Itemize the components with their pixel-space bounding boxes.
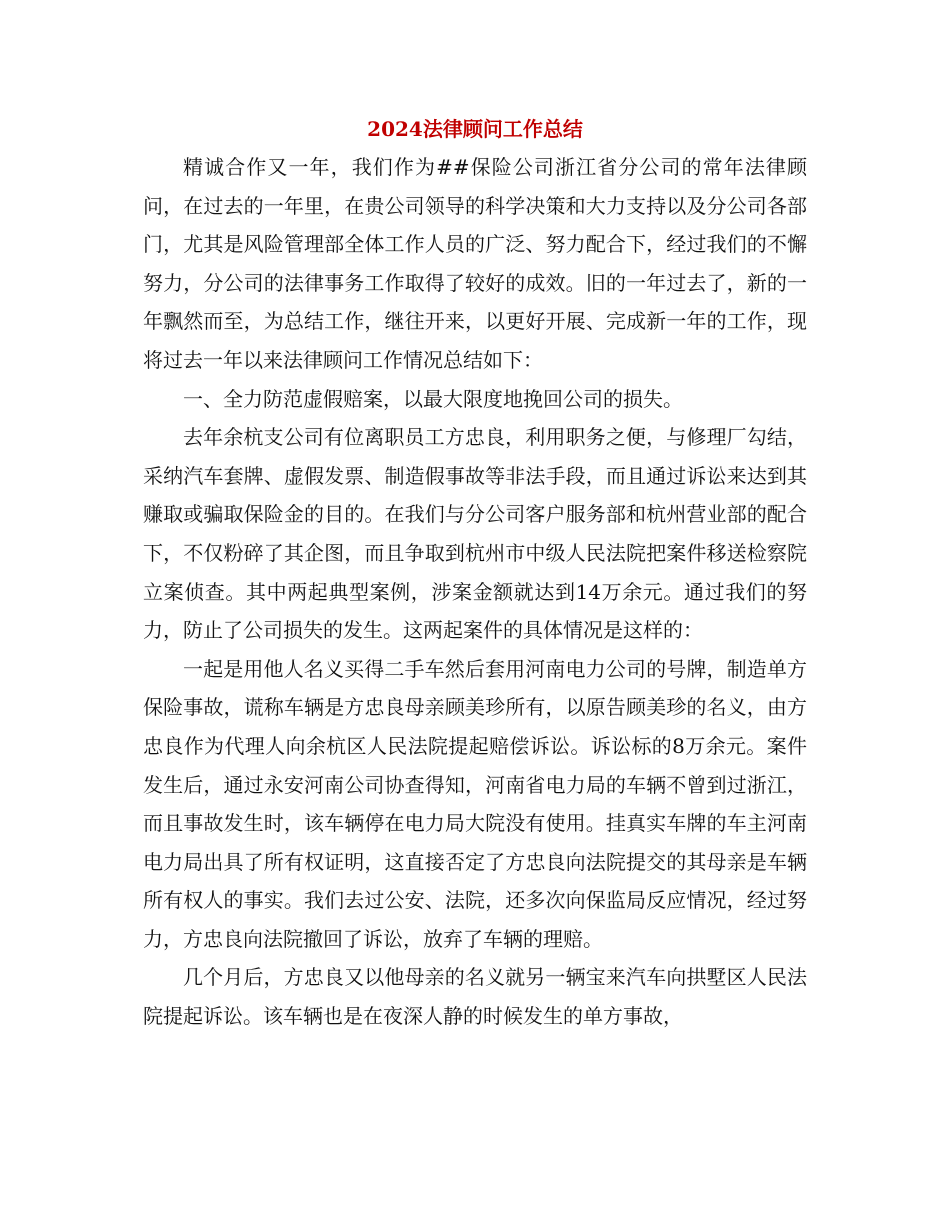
paragraph-section-heading: 一、全力防范虚假赔案，以最大限度地挽回公司的损失。 — [183, 386, 683, 411]
paragraph-intro: 精诚合作又一年，我们作为##保险公司浙江省分公司的常年法律顾问，在过去的一年里，在贵公司领导的科学决策和大力支持以及分公司各部门，尤其是风险管理部全体工作人员的广泛、努力配合下，经过我们的不懈努力，分公司的法律事务工作取得了较好的成效。旧的一年过去了，新的一年飘然而至，为总结工作，继往开来，以更好开展、完成新一年的工作，现将过去一年以来法律顾问工作情况总结如下： — [143, 155, 807, 372]
paragraph-case-overview: 去年余杭支公司有位离职员工方忠良，利用职务之便，与修理厂勾结，采纳汽车套牌、虚假发票、制造假事故等非法手段，而且通过诉讼来达到其赚取或骗取保险金的目的。在我们与分公司客户服务部和杭州营业部的配合下，不仅粉碎了其企图，而且争取到杭州市中级人民法院把案件移送检察院立案侦查。其中两起典型案例，涉案金额就达到14万余元。通过我们的努力，防止了公司损失的发生。这两起案件的具体情况是这样的： — [143, 425, 807, 643]
document-title: 2024法律顾问工作总结 — [367, 117, 583, 141]
paragraph-first-case: 一起是用他人名义买得二手车然后套用河南电力公司的号牌，制造单方保险事故，谎称车辆是方忠良母亲顾美珍所有，以原告顾美珍的名义，由方忠良作为代理人向余杭区人民法院提起赔偿诉讼。诉讼标的8万余元。案件发生后，通过永安河南公司协查得知，河南省电力局的车辆不曾到过浙江，而且事故发生时，该车辆停在电力局大院没有使用。挂真实车牌的车主河南电力局出具了所有权证明，这直接否定了方忠良向法院提交的其母亲是车辆所有权人的事实。我们去过公安、法院，还多次向保监局反应情况，经过努力，方忠良向法院撤回了诉讼，放弃了车辆的理赔。 — [143, 656, 807, 951]
paragraph-second-case: 几个月后，方忠良又以他母亲的名义就另一辆宝来汽车向拱墅区人民法院提起诉讼。该车辆也是在夜深人静的时候发生的单方事故， — [143, 965, 807, 1029]
document-body — [143, 148, 807, 1036]
